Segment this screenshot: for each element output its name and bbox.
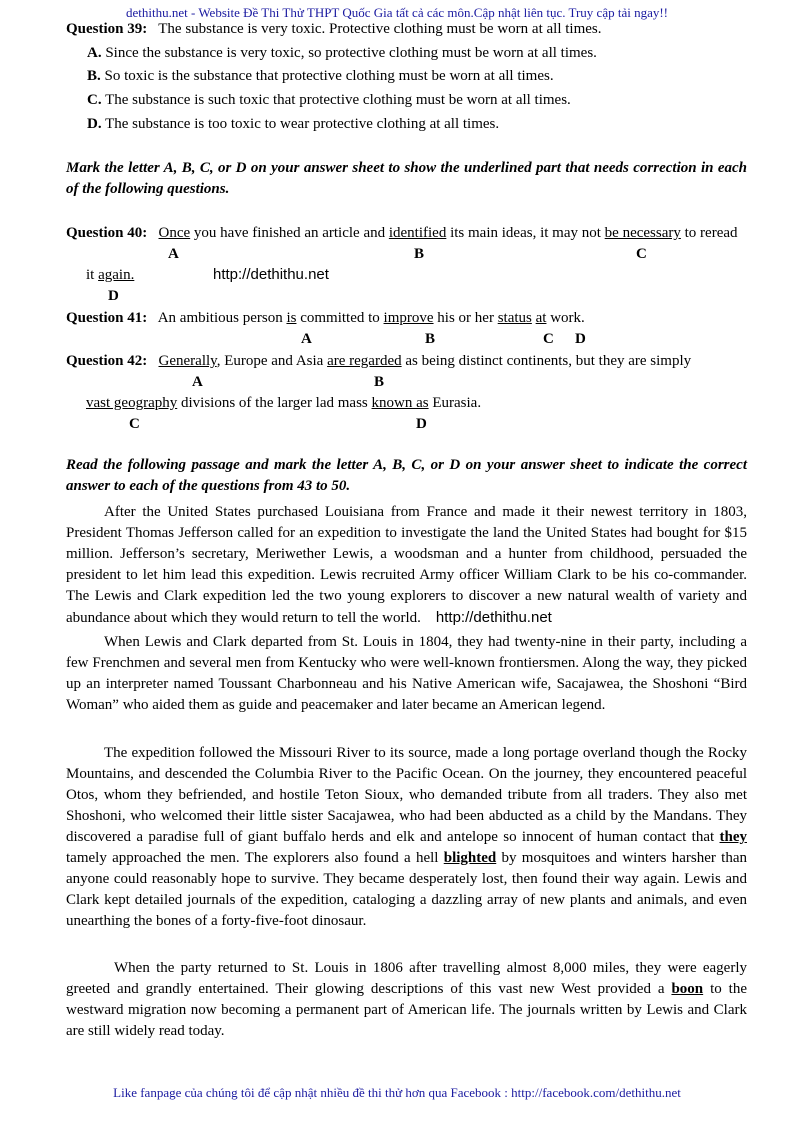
question-41-letter-d: D [575, 331, 586, 347]
question-42-line2: vast geography divisions of the larger lad mass known as Eurasia. [86, 395, 482, 411]
question-39-option-d: D. The substance is too toxic to wear protective clothing at all times. [87, 116, 500, 132]
question-39-label: Question 39: [66, 21, 148, 37]
question-40-letter-d: D [108, 288, 119, 304]
question-42-label: Question 42: [66, 353, 148, 369]
question-39-option-c: C. The substance is such toxic that protective clothing must be worn at all times. [87, 92, 571, 108]
question-42: Question 42: Generally, Europe and Asia are regarded as being distinct continents, but they are simply [66, 353, 692, 369]
question-41-label: Question 41: [66, 310, 148, 326]
question-42-letter-d: D [416, 416, 427, 432]
page-footer[interactable]: Like fanpage của chúng tôi để cập nhật nhiều đề thi thử hơn qua Facebook : http://facebook.com/dethithu.net [113, 1085, 681, 1100]
watermark-url[interactable]: http://dethithu.net [213, 266, 329, 283]
question-39 [66, 19, 601, 39]
question-40-label: Question 40: [66, 225, 148, 241]
passage-paragraph-3: The expedition followed the Missouri River to its source, made a long portage overland though the Rocky Mountains, and descended the Columbia River to the Pacific Ocean. On the journey, they encountered peaceful Otos, whom they befriended, and hostile Teton Sioux, who demanded tribute from all traders. They also met Shoshoni, who welcomed their little sister Sacajawea, who had been abducted as a child by the Mandans. They discovered a paradise full of giant buffalo herds and elk and antelope so innocent of human contact that they tamely approached the men. The explorers also found a hell blighted by mosquitoes and winters harsher than anyone could reasonably hope to survive. They became desperately lost, then found their way again. Lewis and Clark kept detailed journals of the expedition, cataloging a dazzling array of new plants and animals, and even unearthing the bones of a forty-five-foot dinosaur. [66, 745, 747, 929]
question-39-option-a: A. Since the substance is very toxic, so protective clothing must be worn at all times. [87, 45, 597, 61]
question-40-letter-a: A [168, 246, 179, 262]
header-site-link[interactable]: dethithu.net [125, 5, 188, 20]
question-41-letter-b: B [425, 331, 436, 347]
question-42-letter-c: C [129, 416, 140, 432]
question-40-line2: it again. [86, 267, 135, 283]
question-40: Question 40: Once you have finished an article and identified its main ideas, it may not be necessary to reread [66, 225, 738, 241]
question-39-option-b: B. So toxic is the substance that protective clothing must be worn at all times. [87, 68, 554, 84]
underlined-word-blighted: blighted [443, 850, 497, 866]
question-40-letter-b: B [414, 246, 425, 262]
instruction-reading: Read the following passage and mark the letter A, B, C, or D on your answer sheet to indicate the correct answer to each of the questions from 43 to 50. [66, 457, 747, 494]
instruction-error-identification: Mark the letter A, B, C, or D on your answer sheet to show the underlined part that needs correction in each of the following questions. [66, 160, 747, 197]
question-42-letter-a: A [192, 374, 203, 390]
question-40-letter-c: C [636, 246, 647, 262]
question-41-letter-a: A [301, 331, 312, 347]
header-text: - Website Đề Thi Thử THPT Quốc Gia tất cả các môn.Cập nhật liên tục. Truy cập tải ngay!! [187, 5, 669, 20]
passage-paragraph-4: When the party returned to St. Louis in 1806 after travelling almost 8,000 miles, they were eagerly greeted and grandly entertained. Their glowing descriptions of this vast new West provided a boon to the westward migration now becoming a permanent part of American life. The journals written by Lewis and Clark are still widely read today. [66, 960, 747, 1039]
passage-watermark-url[interactable]: http://dethithu.net [435, 609, 552, 626]
question-39-stem: The substance is very toxic. Protective clothing must be worn at all times. [158, 21, 602, 37]
question-41: Question 41: An ambitious person is committed to improve his or her status at work. [66, 310, 585, 326]
question-42-letter-b: B [374, 374, 385, 390]
underlined-word-boon: boon [671, 981, 704, 997]
passage-paragraph-2: When Lewis and Clark departed from St. Louis in 1804, they had twenty-nine in their party, including a few Frenchmen and several men from Kentucky who were well-known frontiersmen. Along the way, they picked up an interpreter named Toussant Charbonneau and his Native American wife, Sacajawea, the Shoshoni “Bird Woman” who aided them as guide and peacemaker and later became an American legend. [66, 634, 747, 713]
question-41-letter-c: C [543, 331, 554, 347]
passage-paragraph-1: After the United States purchased Louisiana from France and made it their newest territory in 1803, President Thomas Jefferson called for an expedition to investigate the land the United States had bought for $15 million. Jefferson’s secretary, Meriwether Lewis, a woodsman and a hunter from childhood, persuaded the president to let him lead this expedition. Lewis recruited Army officer William Clark to be his co-commander. The Lewis and Clark expedition led the two young explorers to discover a new natural wealth of variety and abundance about which they would return to tell the world. http://dethithu.net [66, 504, 747, 626]
underlined-word-they: they [719, 829, 747, 845]
